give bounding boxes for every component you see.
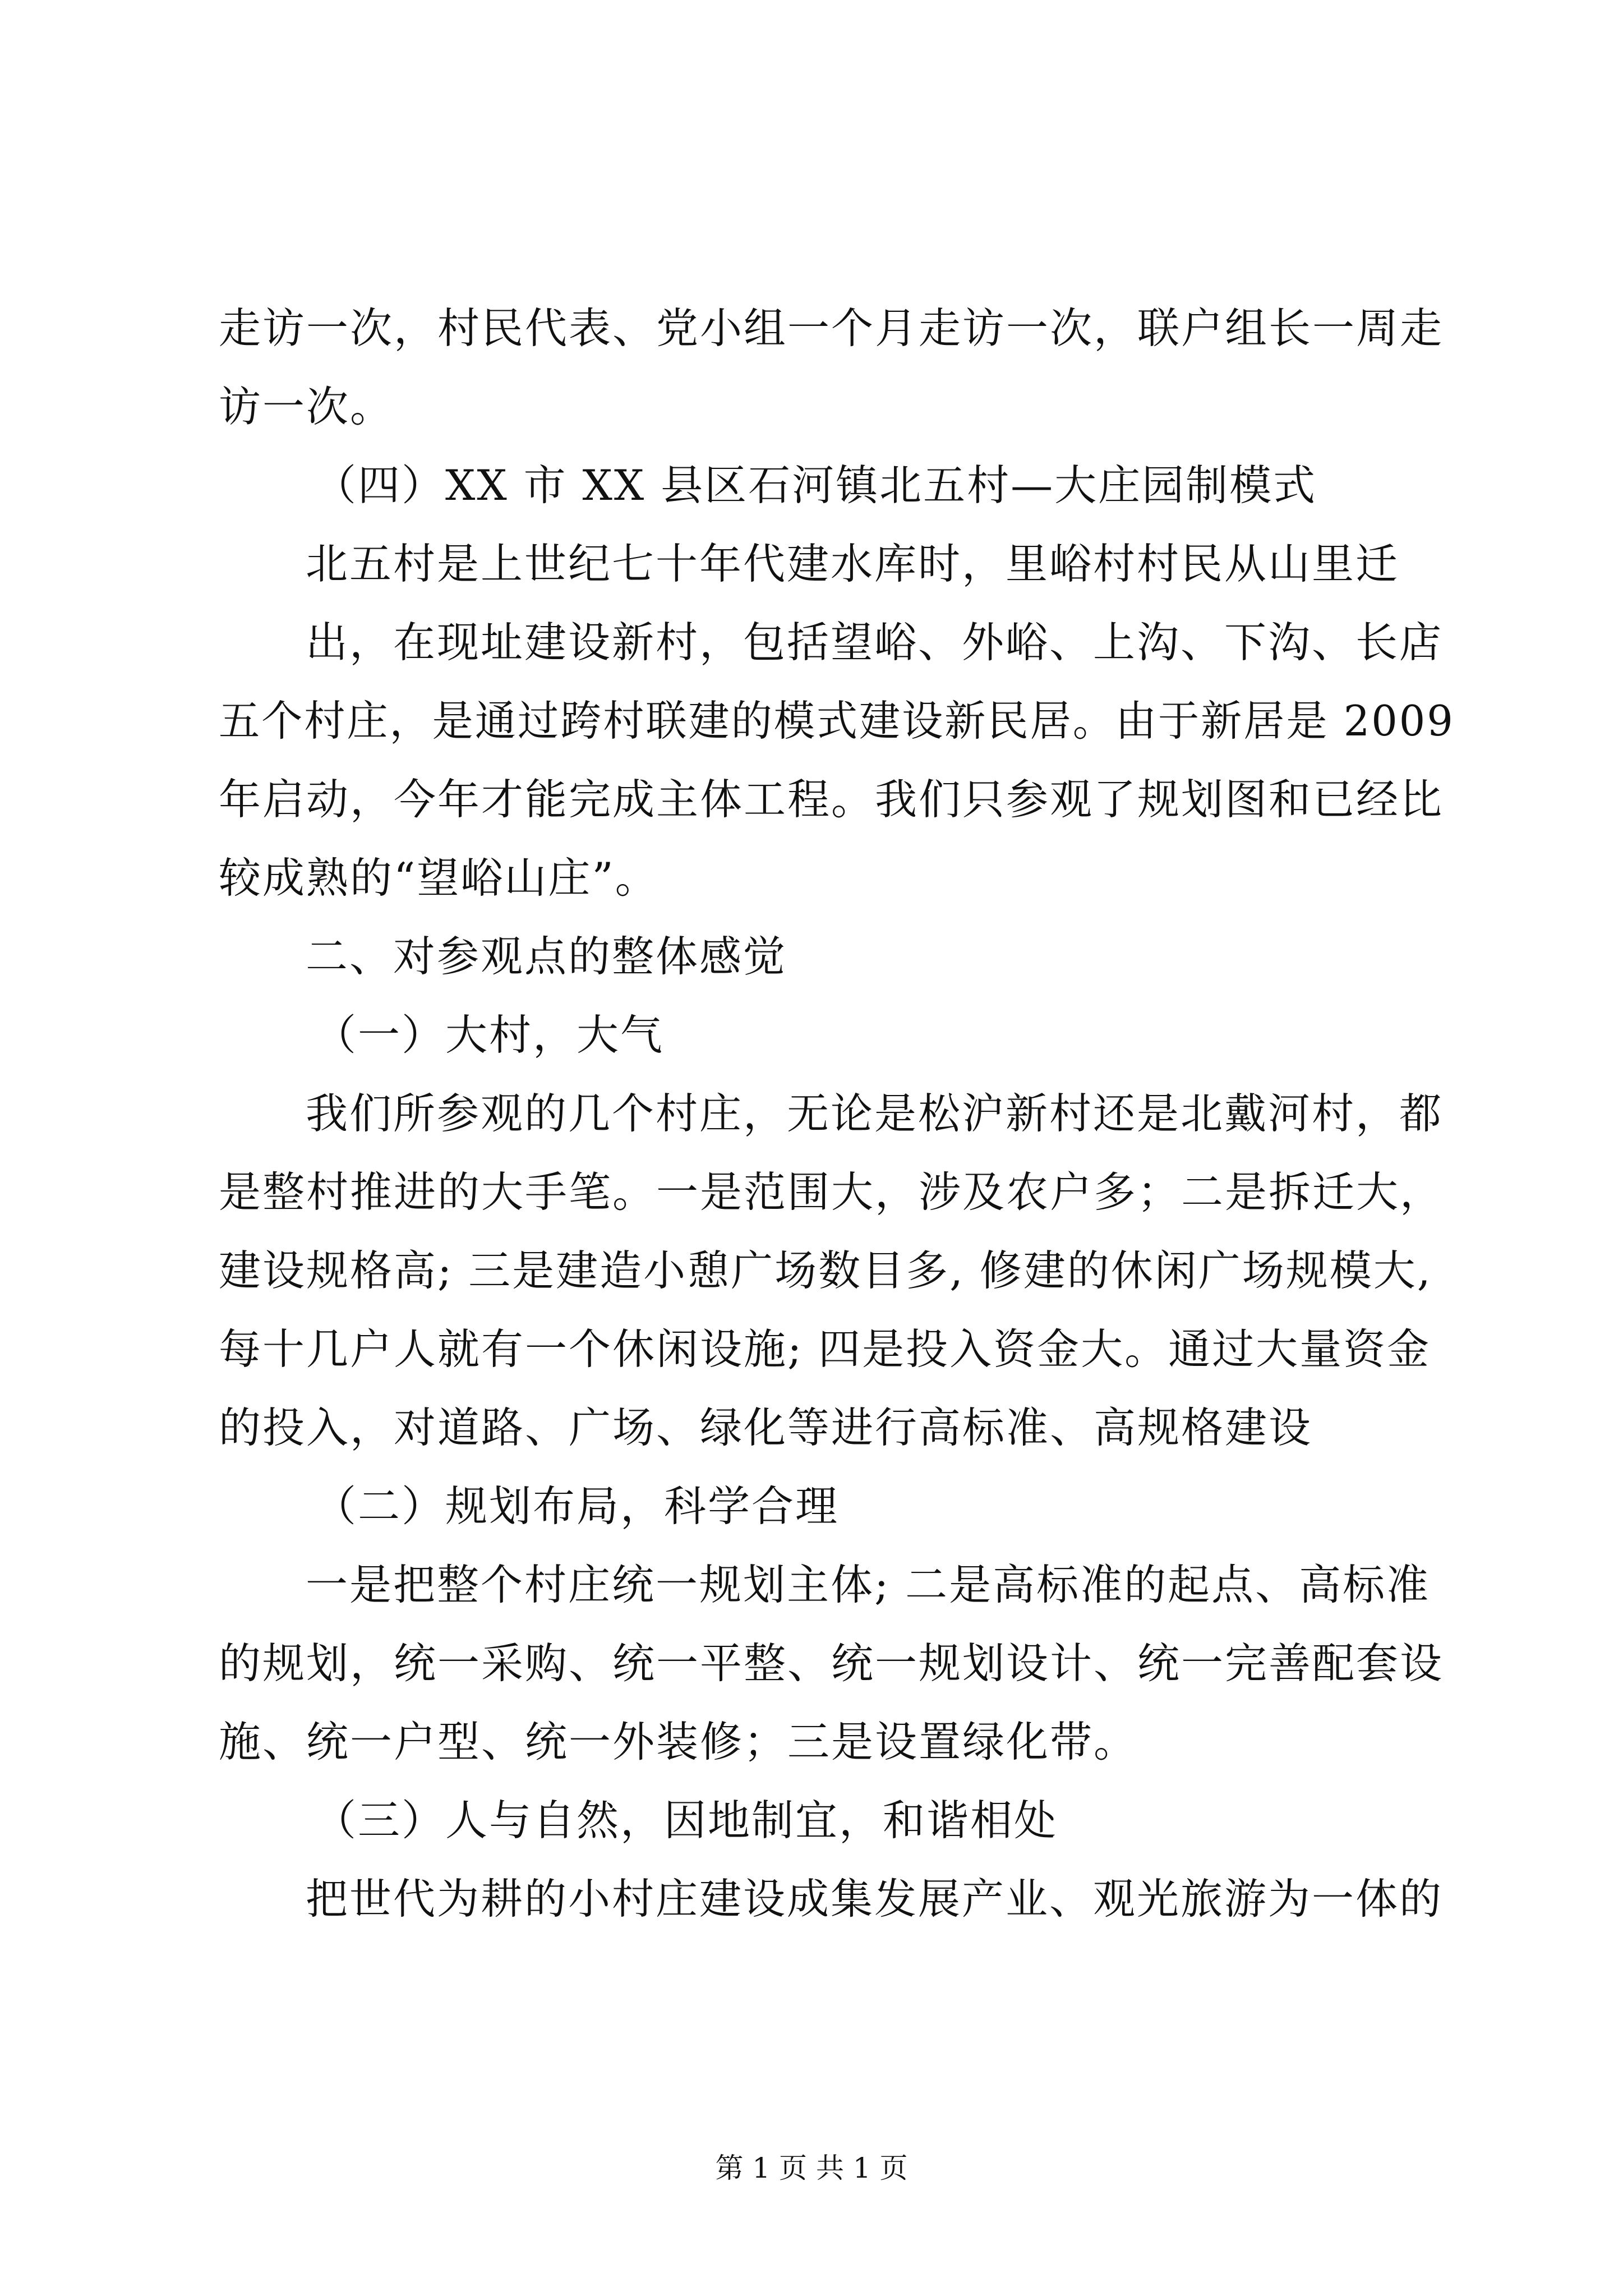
text-line: 把世代为耕的小村庄建设成集发展产业、观光旅游为一体的 bbox=[306, 1874, 1444, 1924]
text-line: 建设规格高; 三是建造小憩广场数目多, 修建的休闲广场规模大, bbox=[219, 1246, 1432, 1295]
section-heading: （一）大村，大气 bbox=[314, 1010, 665, 1060]
section-heading: （三）人与自然，因地制宜，和谐相处 bbox=[314, 1796, 1058, 1845]
text-line: 出，在现址建设新村，包括望峪、外峪、上沟、下沟、长店 bbox=[306, 618, 1444, 667]
text-line: 每十几户人就有一个休闲设施; 四是投入资金大。通过大量资金 bbox=[219, 1324, 1431, 1374]
text-line: 一是把整个村庄统一规划主体; 二是高标准的起点、高标准 bbox=[306, 1560, 1431, 1609]
section-heading: （二）规划布局，科学合理 bbox=[314, 1481, 840, 1531]
section-heading: （四）XX 市 XX 县区石河镇北五村—大庄园制模式 bbox=[314, 461, 1317, 510]
text-line: 北五村是上世纪七十年代建水库时，里峪村村民从山里迁 bbox=[306, 539, 1400, 588]
section-heading: 二、对参观点的整体感觉 bbox=[306, 932, 787, 981]
text-line: 年启动，今年才能完成主体工程。我们只参观了规划图和已经比 bbox=[219, 775, 1444, 824]
text-line: 五个村庄，是通过跨村联建的模式建设新民居。由于新居是 2009 bbox=[219, 696, 1455, 746]
text-line: 是整村推进的大手笔。一是范围大，涉及农户多；二是拆迁大， bbox=[219, 1167, 1444, 1217]
text-line: 走访一次，村民代表、党小组一个月走访一次，联户组长一周走 bbox=[219, 303, 1444, 353]
text-line: 我们所参观的几个村庄，无论是松沪新村还是北戴河村，都 bbox=[306, 1089, 1444, 1138]
text-line: 施、统一户型、统一外装修；三是设置绿化带。 bbox=[219, 1717, 1138, 1766]
text-line: 较成熟的“望峪山庄”。 bbox=[219, 853, 659, 903]
page-number-footer: 第 1 页 共 1 页 bbox=[715, 2152, 908, 2184]
text-line: 的投入，对道路、广场、绿化等进行高标准、高规格建设 bbox=[219, 1403, 1313, 1452]
text-line: 访一次。 bbox=[219, 382, 394, 431]
text-line: 的规划，统一采购、统一平整、统一规划设计、统一完善配套设 bbox=[219, 1639, 1444, 1688]
